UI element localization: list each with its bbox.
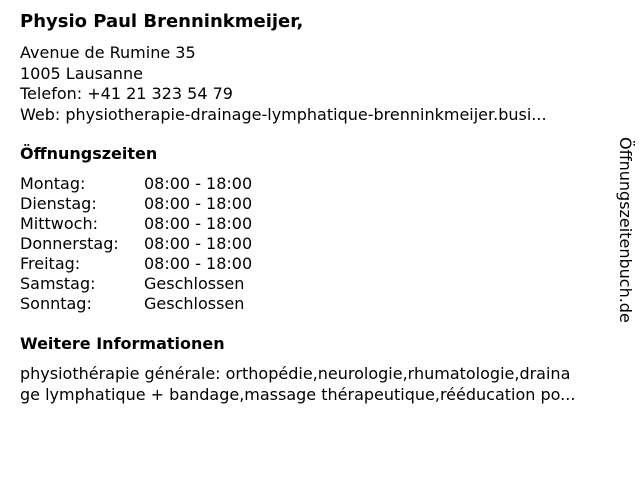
day-label: Donnerstag: — [20, 234, 119, 253]
info-line: ge lymphatique + bandage,massage thérapeutique,rééducation po... — [20, 384, 576, 404]
hours-row-friday — [20, 254, 252, 274]
hours-value: 08:00 - 18:00 — [144, 234, 253, 253]
hours-row-monday — [20, 174, 252, 194]
phone-number: Telefon: +41 21 323 54 79 — [20, 84, 233, 103]
hours-row-tuesday — [20, 194, 252, 214]
hours-value: Geschlossen — [144, 274, 245, 293]
address-block — [20, 43, 547, 125]
hours-value: 08:00 - 18:00 — [144, 214, 253, 233]
hours-value: 08:00 - 18:00 — [144, 254, 253, 273]
day-label: Montag: — [20, 174, 86, 193]
city: 1005 Lausanne — [20, 63, 143, 83]
further-info-heading: Weitere Informationen — [20, 334, 225, 353]
hours-value: Geschlossen — [144, 294, 245, 313]
opening-hours-heading: Öffnungszeiten — [20, 144, 158, 163]
hours-value: 08:00 - 18:00 — [144, 174, 253, 193]
day-label: Sonntag: — [20, 294, 92, 313]
further-info-text — [20, 364, 620, 405]
website: Web: physiotherapie-drainage-lymphatique-brenninkmeijer.busi... — [20, 104, 547, 124]
street-address: Avenue de Rumine 35 — [20, 43, 196, 62]
day-label: Freitag: — [20, 254, 81, 273]
day-label: Samstag: — [20, 274, 96, 293]
site-credit: Öffnungszeitenbuch.de — [616, 137, 635, 323]
day-label: Dienstag: — [20, 194, 97, 213]
info-line: physiothérapie générale: orthopédie,neurologie,rhumatologie,draina — [20, 364, 571, 383]
business-name: Physio Paul Brenninkmeijer, — [20, 11, 304, 32]
day-label: Mittwoch: — [20, 214, 98, 233]
hours-row-sunday — [20, 294, 252, 314]
hours-row-saturday — [20, 274, 252, 294]
opening-hours-table — [20, 174, 252, 314]
hours-row-thursday — [20, 234, 252, 254]
hours-row-wednesday — [20, 214, 252, 234]
hours-value: 08:00 - 18:00 — [144, 194, 253, 213]
